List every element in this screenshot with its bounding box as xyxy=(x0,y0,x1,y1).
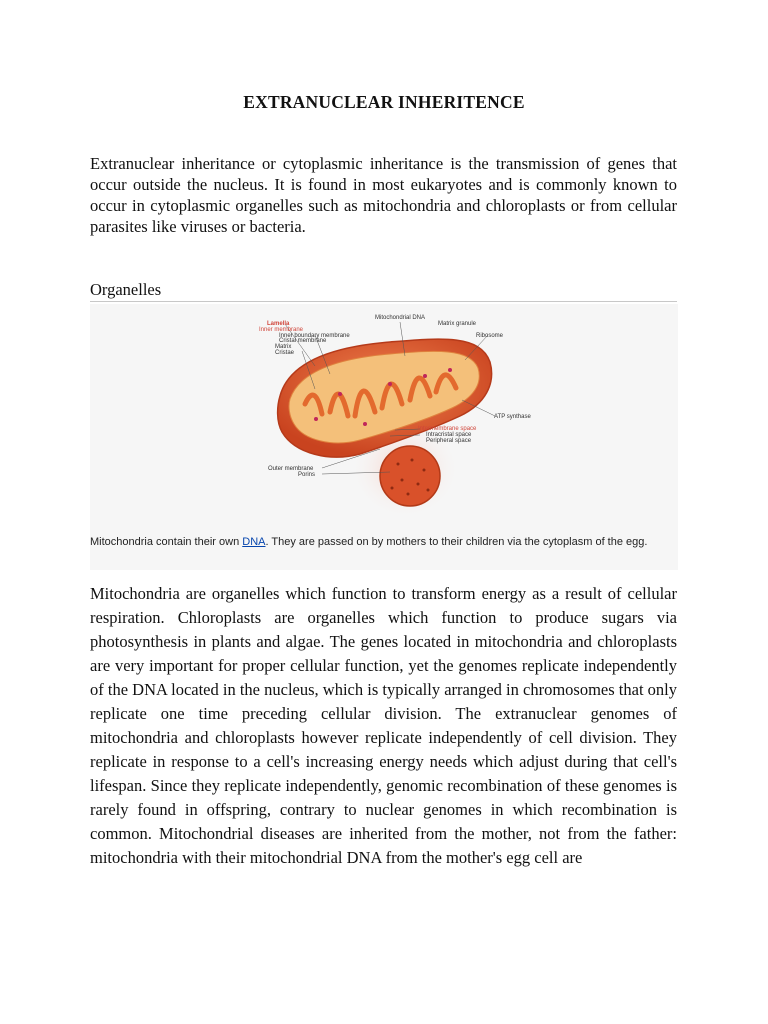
mitochondrion-figure xyxy=(90,304,678,570)
label-matrix: Matrix xyxy=(275,344,292,350)
figure-caption xyxy=(90,532,678,553)
label-intermembrane-space: Intermembrane space xyxy=(418,426,477,432)
caption-text-start: Mitochondria contain their own xyxy=(90,536,243,548)
dna-link[interactable]: DNA xyxy=(242,536,266,548)
label-matrix-granule: Matrix granule xyxy=(438,321,477,327)
label-inner-membrane: Inner membrane xyxy=(259,327,304,333)
label-outer-membrane: Outer membrane xyxy=(268,466,314,472)
body-paragraph: Mitochondria are organelles which function to transform energy as a result of cellular respiration. Chloroplasts are organelles which function to produce sugars via photosynthesis in plants and algae. The genes located in mitochondria and chloroplasts are very important for proper cellular function, yet the genomes replicate independently of the DNA located in the nucleus, which is typically arranged in chromosomes that only replicate one time preceding cellular division. The extranuclear genomes of mitochondria and chloroplasts however replicate independently of cell division. They replicate in response to a cell's increasing energy needs which adjust during that cell's lifespan. Since they replicate independently, genomic recombination of these genomes is rarely found in offspring, contrary to nuclear genomes in which recombination is common. Mitochondrial diseases are inherited from the mother, not from the father: mitochondria with their mitochondrial DNA from the mother's egg cell are xyxy=(90,584,677,867)
porin-zoom xyxy=(380,446,440,506)
label-atp-synthase: ATP synthase xyxy=(494,414,531,420)
label-cristae: Cristae xyxy=(275,350,295,356)
intro-paragraph: Extranuclear inheritance or cytoplasmic inheritance is the transmission of genes that occur outside the nucleus. It is found in most eukaryotes and is commonly known to occur in cytoplasmic organelles such as mitochondria and chloroplasts or from cellular parasites like viruses or bacteria. xyxy=(90,154,677,236)
caption-text-end: . They are passed on by mothers to their children via the cytoplasm of the egg. xyxy=(265,536,648,548)
section-heading-organelles: Organelles xyxy=(90,280,677,302)
label-ribosome: Ribosome xyxy=(476,333,504,339)
label-inner-boundary-membrane: Inner boundary membrane xyxy=(279,333,350,339)
label-lamella: Lamella xyxy=(267,321,290,327)
page-title: EXTRANUCLEAR INHERITENCE xyxy=(243,92,525,112)
label-cristal-membrane: Cristal membrane xyxy=(279,338,327,344)
label-mitochondrial-dna: Mitochondrial DNA xyxy=(375,315,426,321)
label-porins: Porins xyxy=(298,472,316,478)
label-peripheral-space: Peripheral space xyxy=(426,438,472,444)
mitochondrion-diagram xyxy=(90,304,678,534)
label-intracristal-space: Intracristal space xyxy=(426,432,472,438)
